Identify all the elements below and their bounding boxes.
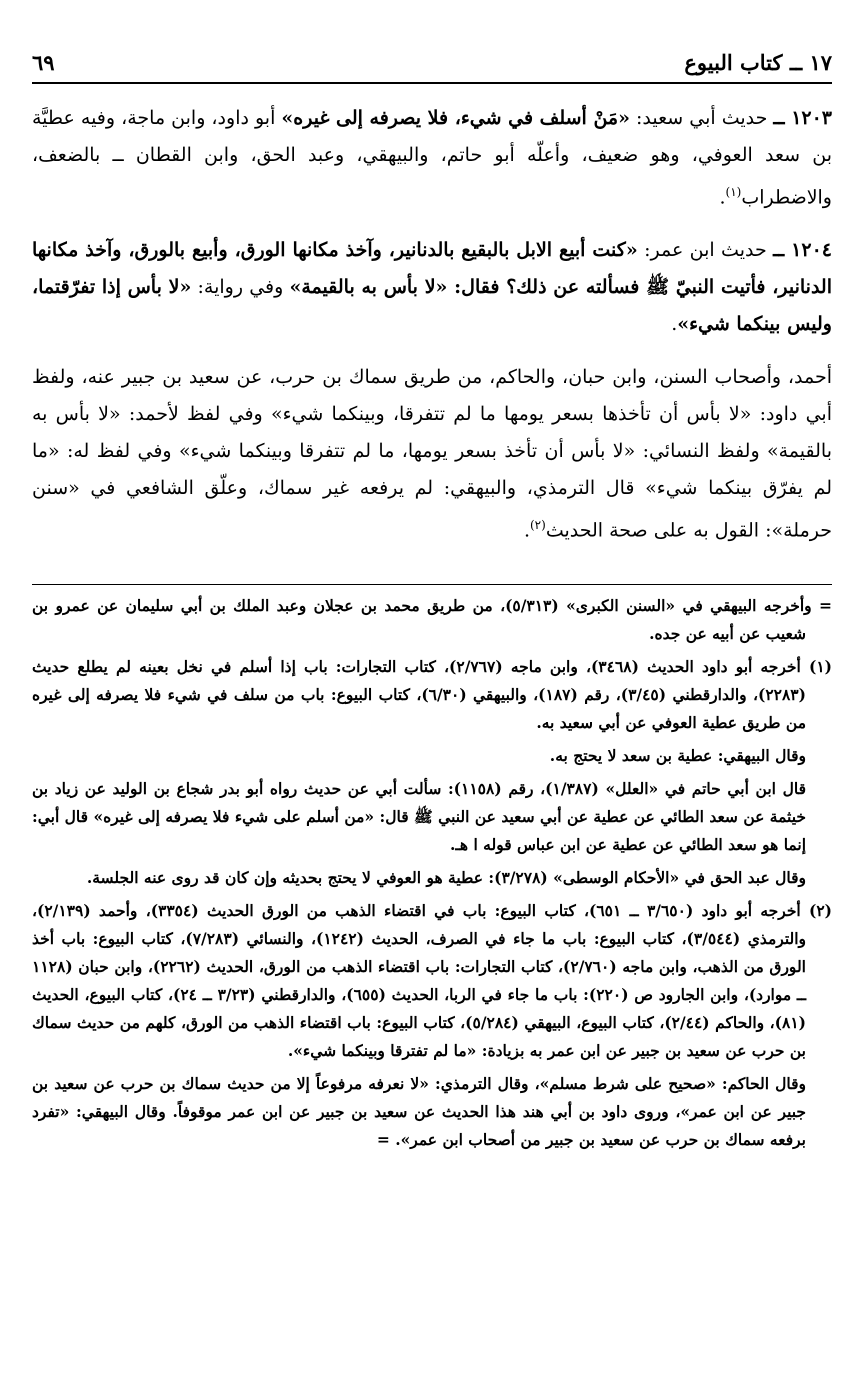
- hadith-number: ١٢٠٣ ــ: [773, 107, 833, 129]
- hadith-1204: [32, 232, 832, 343]
- book-title: ١٧ ــ كتاب البيوع: [684, 50, 832, 75]
- hadith-1204-takhrij: [32, 359, 832, 549]
- footnote-2: (٢) أخرجه أبو داود (٣/٦٥٠ ــ ٦٥١)، كتاب البيوع: باب في اقتضاء الذهب من الورق الحديث (٣٣٥٤)، وأحمد (٢/١٣٩)، والترمذي (٣/٥٤٤)، كتاب البيوع: باب ما جاء في الصرف، الحديث (١٢٤٢)، والنسائي (٧/٢٨٣)، كتاب البيوع: باب أخذ الورق من الذهب، وابن ماجه (٢/٧٦٠)، كتاب التجارات: باب اقتضاء الذهب من الورق، الحديث (٢٢٦٢)، وابن حبان (١١٢٨ ــ موارد)، وابن الجارود ص (٢٢٠): باب ما جاء في الربا، الحديث (٦٥٥)، والدارقطني (٣/٢٣ ــ ٢٤)، كتاب البيوع، الحديث (٨١)، والحاكم (٢/٤٤)، كتاب البيوع، البيهقي (٥/٢٨٤)، كتاب البيوع: باب اقتضاء الذهب من الورق، كلهم من حديث سماك بن حرب عن سعيد بن جبير عن ابن عمر به بزيادة: «ما لم تفترقا وبينكما شيء».: [32, 901, 832, 1060]
- hadith-1203: [32, 100, 832, 216]
- book-page: [32, 0, 832, 1381]
- footnotes: [32, 592, 832, 1159]
- hadith-end: .: [671, 313, 678, 336]
- hadith-quote: «كنت أبيع الابل بالبقيع بالدنانير، وآخذ مكانها الورق، وأبيع بالورق، وآخذ مكانها الدنانير، فأتيت النبيّ ﷺ فسألته عن ذلك؟ فقال: «لا بأس به بالقيمة»: [32, 239, 832, 299]
- footnote-1-ilal: قال ابن أبي حاتم في «العلل» (١/٣٨٧)، رقم (١١٥٨): سألت أبي عن حديث رواه أبو بدر شجاع بن الوليد عن زياد بن خيثمة عن سعد الطائي عن عطية عن أبي سعيد عن النبي ﷺ قال: «من أسلم على شيء فلا يصرفه إلى غيره» قال أبي: إنما هو سعد الطائي عن عطية عن ابن عباس قوله ا هـ.: [32, 779, 806, 854]
- takhrij-text: أحمد، وأصحاب السنن، وابن حبان، والحاكم، من طريق سماك بن حرب، عن سعيد بن جبير عنه، ولفظ أبي داود: «لا بأس أن تأخذها بسعر يومها ما لم تتفرقا، وبينكما شيء» وفي لفظ لأحمد: «لا بأس به بالقيمة» ولفظ النسائي: «لا بأس أن تأخذ بسعر يومها، ما لم تتفرقا وبينكما شيء» وفي لفظ له: «ما لم يفرّق بينكما شيء» قال الترمذي، والبيهقي: لم يرفعه غير سماك، وعلّق الشافعي في «سنن حرملة»: القول به على صحة الحديث: [32, 366, 832, 542]
- footnote-2-hakim: وقال الحاكم: «صحيح على شرط مسلم»، وقال الترمذي: «لا نعرفه مرفوعاً إلا من حديث سماك بن حرب عن سعيد بن جبير عن ابن عمر»، وروى داود بن أبي هند هذا الحديث عن سعيد بن جبير عن ابن عمر موقوفاً. وقال البيهقي: «تفرد برفعه سماك بن حرب عن سعيد بن جبير من أصحاب ابن عمر». =: [32, 1074, 806, 1149]
- hadith-variant-quote: «لا بأس إذا تفرّقتما، وليس بينكما شيء»: [32, 276, 832, 336]
- footnote-ref-1: (١): [725, 185, 742, 199]
- hadith-quote: «مَنْ أسلف في شيء، فلا يصرفه إلى غيره»: [281, 107, 630, 129]
- hadith-intro: حديث ابن عمر:: [637, 239, 774, 262]
- footnote-ref-2: (٢): [529, 518, 546, 533]
- takhrij-end: .: [523, 519, 530, 542]
- footnote-1-abdulhaq: وقال عبد الحق في «الأحكام الوسطى» (٣/٢٧٨): عطية هو العوفي لا يحتج بحديثه وإن كان قد روى عنه الجلسة.: [86, 868, 806, 887]
- footnote-1-bayhaqi: وقال البيهقي: عطية بن سعد لا يحتج به.: [549, 746, 806, 765]
- hadith-commentary: أبو داود، وابن ماجة، وفيه عطيَّة بن سعد العوفي، وهو ضعيف، وأعلّه أبو حاتم، والبيهقي، وعبد الحق، وابن القطان ــ بالضعف، والاضطراب: [32, 107, 832, 209]
- hadith-number: ١٢٠٤ ــ: [773, 239, 832, 262]
- hadith-intro: حديث أبي سعيد:: [629, 107, 774, 129]
- page-header: [32, 48, 832, 84]
- footnote-1: (١) أخرجه أبو داود الحديث (٣٤٦٨)، وابن ماجه (٢/٧٦٧)، كتاب التجارات: باب إذا أسلم في نخل بعينه لم يطلع حديث (٢٢٨٣)، والدارقطني (٣/٤٥)، رقم (١٨٧)، والبيهقي (٦/٣٠)، كتاب البيوع: باب من سلف في شيء فلا يصرفه إلى غيره من طريق عطية العوفي عن أبي سعيد به.: [32, 657, 832, 732]
- footnote-divider: [32, 584, 832, 585]
- hadith-end: .: [719, 186, 726, 209]
- hadith-variant-intro: وفي رواية:: [191, 276, 290, 299]
- footnote-continuation: = وأخرجه البيهقي في «السنن الكبرى» (٥/٣١٣)، من طريق محمد بن عجلان وعبد الملك بن أبي سليمان عن عمرو بن شعيب عن أبيه عن جده.: [32, 596, 832, 643]
- main-text: [32, 100, 832, 560]
- page-number: ٦٩: [32, 50, 55, 75]
